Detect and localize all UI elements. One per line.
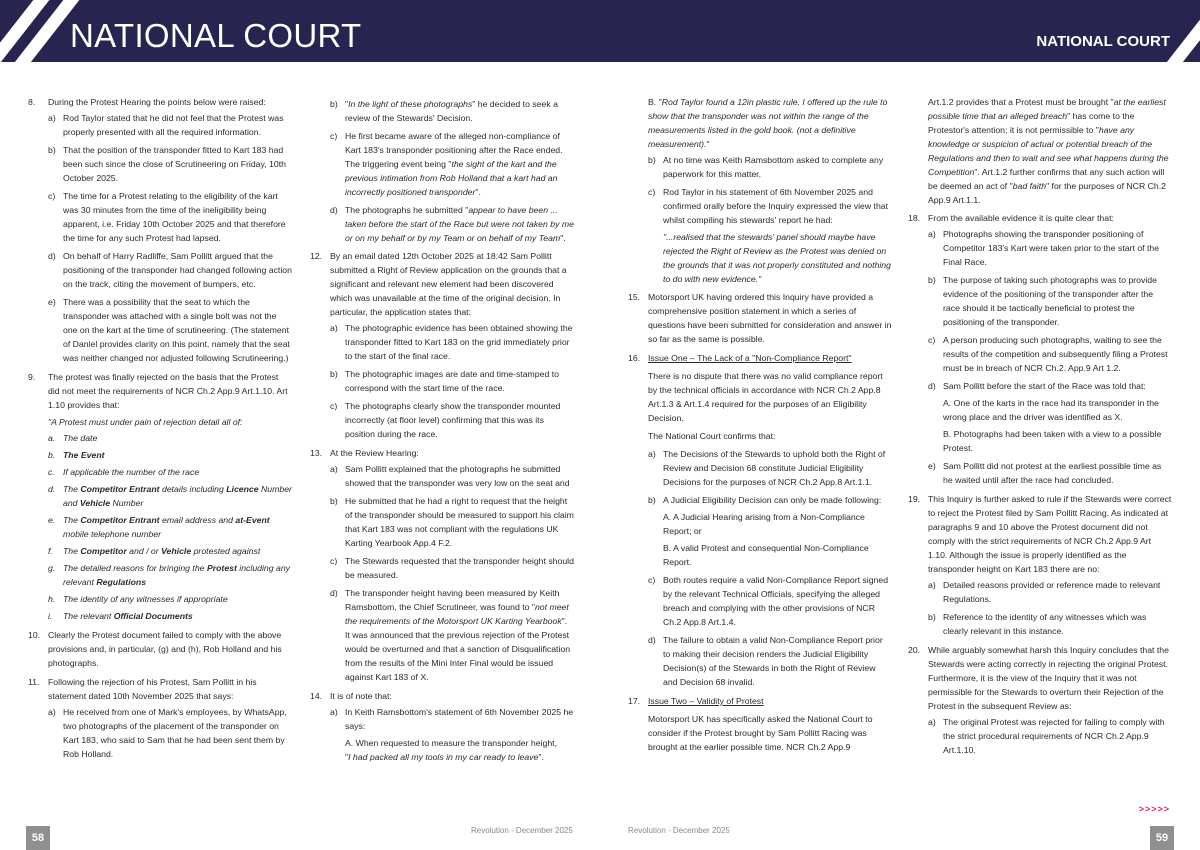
list-letter: a) — [48, 113, 56, 123]
text-run: The detailed reasons for bringing the — [63, 563, 205, 573]
list-item — [330, 203, 574, 245]
list-item — [330, 494, 574, 550]
list-letter: c) — [330, 131, 338, 141]
quote-text: "...realised that the stewards' panel should maybe have rejected the Right of Review as the Protest was denied on the grounds that it was not properly constituted and nothing to do with new evidence." — [663, 232, 891, 284]
list-letter: a) — [648, 449, 656, 459]
list-letter: f. — [48, 546, 53, 556]
text-run: " he decided to seek a review of the Stewards' Decision. — [345, 99, 558, 123]
list-item — [928, 333, 1172, 375]
list-letter: d) — [48, 251, 56, 261]
continue-arrows: >>>>> — [1138, 804, 1170, 814]
list-letter: c) — [48, 191, 56, 201]
paragraph-number: 9. — [28, 372, 36, 382]
list-item — [48, 143, 292, 185]
header-banner — [0, 0, 1200, 62]
list-letter: c. — [48, 467, 55, 477]
list-item — [48, 448, 292, 462]
paragraph-number: 16. — [628, 353, 641, 363]
text-run: Regulations — [96, 577, 147, 587]
text-run: " — [345, 752, 349, 762]
text-run: B. " — [648, 97, 662, 107]
text-run: ". — [538, 752, 544, 762]
paragraph-number: 18. — [908, 213, 921, 223]
paragraph-text: It is of note that: — [330, 691, 392, 701]
text-run: Official Documents — [113, 611, 193, 621]
text-run: ". — [560, 233, 566, 243]
section-heading: Issue Two – Validity of Protest — [648, 696, 764, 706]
paragraph-text: Following the rejection of his Protest, Sam Pollitt in his statement dated 10th November 2025 that says: — [48, 677, 257, 701]
sub-point-text: A. When requested to measure the transponder height, — [345, 738, 558, 748]
text-run: the sight of the kart and the previous intimation from Rob Holland that a kart had an incorrectly positioned transponder — [345, 159, 558, 197]
paragraph-number: 15. — [628, 292, 641, 302]
paragraph-13 — [310, 446, 574, 684]
list-letter: a) — [928, 229, 936, 239]
paragraph-number: 10. — [28, 630, 41, 640]
list-item — [48, 295, 292, 365]
page-number-right: 59 — [1150, 826, 1174, 850]
list-letter: c) — [928, 335, 936, 345]
list-text: Sam Pollitt before the start of the Race was told that: — [943, 381, 1146, 391]
list-text: The original Protest was rejected for failing to comply with the strict procedural requirements of NCR Ch.2 App.9 Art.1.10. — [943, 717, 1165, 755]
list-item — [330, 97, 574, 125]
list-letter: b) — [330, 369, 338, 379]
list-item — [330, 399, 574, 441]
text-run: The transponder height having been measured by Keith Ramsbottom, the Chief Scrutineer, was found to " — [345, 588, 560, 612]
text-run: bad faith — [1012, 181, 1047, 191]
paragraph-16 — [628, 351, 892, 689]
list-text: Detailed reasons provided or reference made to relevant Regulations. — [943, 580, 1161, 604]
paragraph-8 — [28, 95, 292, 365]
list-letter: b) — [330, 99, 338, 109]
text-run: The relevant — [63, 611, 112, 621]
list-item — [330, 586, 574, 684]
paragraph-text: By an email dated 12th October 2025 at 18:42 Sam Pollitt submitted a Right of Review application on the grounds that a significant and relevant new element had been discovered which was unavailable at the time of the original decision. In particular, the application states that: — [330, 251, 567, 317]
list-text: The failure to obtain a valid Non-Compliance Report prior to making their decision renders the Judicial Eligibility Decision(s) of the Stewards in both the Right of Review and Decision 68 invalid. — [663, 635, 883, 687]
list-text: The photographic evidence has been obtained showing the transponder fitted to Kart 183 on the grid immediately prior to the start of the final race. — [345, 323, 573, 361]
banner-stripe-right-1 — [1153, 0, 1200, 62]
list-letter: d) — [928, 381, 936, 391]
sub-point-text: B. A valid Protest and consequential Non-Compliance Report. — [663, 543, 869, 567]
paragraph-17-continued — [908, 95, 1172, 207]
paragraph-text: The National Court confirms that: — [648, 431, 776, 441]
list-text: The Decisions of the Stewards to uphold both the Right of Review and Decision 68 constitute Judicial Eligibility Decisions for the purposes of NCR Ch.2 App.8 Art.1.1. — [663, 449, 886, 487]
page-title-left: NATIONAL COURT — [70, 17, 362, 54]
text-run: Licence — [226, 484, 259, 494]
list-letter: a) — [928, 717, 936, 727]
text-run: " for the purposes of NCR Ch.2 App.9 Art.1.1. — [928, 181, 1166, 205]
list-item — [928, 459, 1172, 487]
list-text: There was a possibility that the seat to which the transponder was attached with a single bolt was not the one on the kart at the time of scrutineering. (The statement of Daniel provides clarity on this point, namely that the seat was neither changed nor adjusted following Scrutineering.) — [63, 297, 290, 363]
text-run: " — [706, 139, 710, 149]
list-item — [928, 379, 1172, 455]
text-column-1 — [28, 95, 292, 766]
text-run: including any relevant — [63, 563, 291, 587]
list-text: The identity of any witnesses if appropriate — [63, 594, 228, 604]
list-item — [648, 153, 892, 181]
list-item — [648, 185, 892, 286]
list-letter: a) — [330, 707, 338, 717]
list-text: Both routes require a valid Non-Compliance Report signed by the relevant Technical Officials, specifying the alleged breach and complying with the other provisions of NCR Ch.2 App.8 Art.1.4. — [663, 575, 889, 627]
list-item — [48, 189, 292, 245]
paragraph-15 — [628, 290, 892, 346]
text-run: Number — [112, 498, 144, 508]
list-item — [648, 493, 892, 569]
list-item — [48, 111, 292, 139]
list-letter: e) — [48, 297, 56, 307]
text-run: at-Event — [235, 515, 270, 525]
section-heading: Issue One – The Lack of a "Non-Compliance Report" — [648, 353, 852, 363]
list-letter: b) — [648, 155, 656, 165]
paragraph-number: 11. — [28, 677, 40, 687]
list-item — [48, 705, 292, 761]
paragraph-number: 20. — [908, 645, 921, 655]
paragraph-17 — [628, 694, 892, 754]
paragraph-18 — [908, 211, 1172, 487]
text-run: The — [63, 515, 78, 525]
list-item — [648, 447, 892, 489]
list-text: Photographs showing the transponder positioning of Competitor 183's Kart were taken prior to the start of the Final Race. — [943, 229, 1160, 267]
footer-right: Revolution - December 2025 — [628, 826, 730, 835]
list-text: At no time was Keith Ramsbottom asked to complete any paperwork for this matter. — [663, 155, 884, 179]
text-run: details including — [161, 484, 224, 494]
list-item — [928, 610, 1172, 638]
text-run: In the light of these photographs — [348, 99, 473, 109]
paragraph-20 — [908, 643, 1172, 757]
list-item — [330, 367, 574, 395]
list-item — [330, 129, 574, 199]
list-item — [48, 249, 292, 291]
list-letter: d) — [330, 588, 338, 598]
paragraph-text: The protest was finally rejected on the basis that the Protest did not meet the requirements of NCR Ch.2 App.9 Art.1.10. Art 1.10 provides that: — [48, 372, 288, 410]
text-run: and / or — [129, 546, 159, 556]
text-run: Number and — [63, 484, 292, 508]
list-letter: a) — [330, 323, 338, 333]
list-text: Reference to the identity of any witnesses which was clearly relevant in this instance. — [943, 612, 1147, 636]
text-run: The photographs he submitted " — [345, 205, 469, 215]
text-run: ". It was announced that the previous rejection of the Protest would be overturned and that a sanction of Disqualification from the results of the Mini Inter Final would be issued against Kart 183 of X. — [345, 616, 571, 682]
list-text: Sam Pollitt did not protest at the earliest possible time as he waited until after the race had concluded. — [943, 461, 1162, 485]
list-letter: a. — [48, 433, 56, 443]
list-text: The date — [63, 433, 98, 443]
text-run: appear to have been ... taken before the start of the Race but were not taken by me or on my behalf or by my Team or on behalf of my Team — [345, 205, 574, 243]
paragraph-19 — [908, 492, 1172, 638]
list-text: If applicable the number of the race — [63, 467, 200, 477]
quote-intro: "A Protest must under pain of rejection detail all of: — [48, 417, 243, 427]
text-column-3 — [628, 95, 892, 759]
list-text: Rod Taylor in his statement of 6th November 2025 and confirmed orally before the Inquiry expressed the view that whilst compiling his stewards' report he had: — [663, 187, 889, 225]
paragraph-text: Clearly the Protest document failed to comply with the above provisions and, in particular, (g) and (h), Rob Holland and his photographs. — [48, 630, 282, 668]
list-letter: b. — [48, 450, 56, 460]
text-run: Competitor — [80, 546, 127, 556]
paragraph-text: This Inquiry is further asked to rule if the Stewards were correct to reject the Protest filed by Sam Pollitt Racing. As indicated at paragraphs 9 and 10 above the Protest document did not comply with the strict requirements of NCR Ch.2 App.9 Art 1.10. Although the issue is properly identified as the transponder height on Kart 183 there are no: — [928, 494, 1172, 574]
list-letter: a) — [330, 464, 338, 474]
text-run: Rod Taylor found a 12in plastic rule. I offered up the rule to show that the transponder was not within the range of the measurements listed in the gold book. (not a definitive measurement). — [648, 97, 888, 149]
text-run: have any knowledge or suspicion of actual or potential breach of the Regulations and then to wait and see what happens during the Competition — [928, 125, 1169, 177]
paragraph-number: 19. — [908, 494, 921, 504]
list-letter: c) — [648, 575, 656, 585]
list-letter: g. — [48, 563, 56, 573]
text-run: mobile telephone number — [63, 529, 162, 539]
list-letter: e) — [928, 461, 936, 471]
paragraph-10 — [28, 628, 292, 670]
list-item — [48, 513, 292, 541]
text-run: Vehicle — [161, 546, 192, 556]
list-letter: i. — [48, 611, 53, 621]
paragraph-number: 14. — [310, 691, 323, 701]
paragraph-text: From the available evidence it is quite clear that: — [928, 213, 1114, 223]
list-item — [48, 609, 292, 623]
list-text: That the position of the transponder fitted to Kart 183 had been such since the close of Scrutineering on Friday, 10th October 2025. — [63, 145, 286, 183]
paragraph-14 — [310, 689, 574, 764]
text-run: The — [63, 546, 78, 556]
list-letter: a) — [48, 707, 56, 717]
paragraph-text: While arguably somewhat harsh this Inquiry concludes that the Stewards were acting correctly in rejecting the original Protest. Furthermore, it is the view of the Inquiry that it was not permissible for the Stewards to overturn their Rejection of the Protest in the subsequent Review as: — [928, 645, 1169, 711]
paragraph-11 — [28, 675, 292, 761]
text-run: Art.1.2 provides that a Protest must be brought " — [928, 97, 1114, 107]
list-text: He received from one of Mark's employees, by WhatsApp, two photographs of the placement of the transponder on Kart 183, who said to Sam that he had been sent them by Rob Holland. — [63, 707, 287, 759]
text-run: ". — [475, 187, 481, 197]
page-title-right: NATIONAL COURT — [1036, 33, 1170, 50]
list-item — [48, 465, 292, 479]
paragraph-11-continued — [310, 97, 574, 245]
list-text: The photographic images are date and time-stamped to correspond with the start time of the race. — [345, 369, 559, 393]
paragraph-text: During the Protest Hearing the points below were raised: — [48, 97, 266, 107]
paragraph-text: Motorsport UK has specifically asked the National Court to consider if the Protest brought by Sam Pollitt Racing was brought at the earlier possible time. NCR Ch.2 App.9 — [648, 714, 873, 752]
text-column-2 — [310, 95, 574, 769]
list-item — [928, 715, 1172, 757]
page-number-left: 58 — [26, 826, 50, 850]
list-text: In Keith Ramsbottom's statement of 6th November 2025 he says: — [345, 707, 574, 731]
list-letter: b) — [928, 275, 936, 285]
list-text: He submitted that he had a right to request that the height of the transponder should be measured to support his claim that Kart 183 was not compliant with the regulations UK Karting Yearbook App.4 F.2. — [345, 496, 574, 548]
list-item — [928, 578, 1172, 606]
text-run: " has come to the Protestor's attention; it is not permissible to " — [928, 111, 1135, 135]
list-text: A Judicial Eligibility Decision can only be made following: — [663, 495, 882, 505]
text-run: not meet the requirements of the Motorsport UK Karting Yearbook — [345, 602, 569, 626]
paragraph-9 — [28, 370, 292, 623]
list-item — [330, 462, 574, 490]
text-run: at the earliest possible time that an alleged breach — [928, 97, 1166, 121]
list-letter: b) — [648, 495, 656, 505]
list-item — [928, 273, 1172, 329]
list-item — [48, 592, 292, 606]
text-run: The — [63, 484, 78, 494]
list-text: The time for a Protest relating to the eligibility of the kart was 30 minutes from the time of the ineligibility being apparent, i.e. Friday 10th October 2025 and that therefore the time for any such Protest had lapsed. — [63, 191, 286, 243]
paragraph-12 — [310, 249, 574, 441]
list-item — [48, 482, 292, 510]
text-run: protested against — [193, 546, 261, 556]
list-item — [48, 544, 292, 558]
list-item — [330, 321, 574, 363]
list-text: The Stewards requested that the transponder height should be measured. — [345, 556, 574, 580]
list-item — [648, 573, 892, 629]
list-text: The Event — [63, 450, 105, 460]
text-run: He first became aware of the alleged non-compliance of Kart 183's transponder positioning after the Race ended. The triggering event being " — [345, 131, 563, 169]
list-letter: b) — [928, 612, 936, 622]
text-run: Vehicle — [79, 498, 111, 508]
paragraph-number: 12. — [310, 251, 323, 261]
sub-point-text: B. Photographs had been taken with a view to a possible Protest. — [943, 429, 1162, 453]
list-text: A person producing such photographs, waiting to see the results of the competition and subsequently filing a Protest must be in breach of NCR Ch.2. App.9 Art 1.2. — [943, 335, 1168, 373]
text-column-4 — [908, 95, 1172, 762]
paragraph-number: 17. — [628, 696, 641, 706]
list-item — [48, 561, 292, 589]
list-letter: e. — [48, 515, 56, 525]
list-letter: h. — [48, 594, 56, 604]
list-item — [928, 227, 1172, 269]
list-item — [48, 431, 292, 445]
list-letter: d) — [648, 635, 656, 645]
footer-left: Revolution - December 2025 — [471, 826, 573, 835]
text-run: email address and — [161, 515, 233, 525]
list-letter: c) — [648, 187, 656, 197]
list-item — [330, 705, 574, 764]
list-text: The photographs clearly show the transponder mounted incorrectly (at floor level) confirming that this was its position during the race. — [345, 401, 561, 439]
text-run: Protest — [206, 563, 237, 573]
list-letter: d. — [48, 484, 56, 494]
list-text: Rod Taylor stated that he did not feel that the Protest was properly presented with all the required information. — [63, 113, 284, 137]
sub-point-text: A. One of the karts in the race had its transponder in the wrong place and the driver was identified as X. — [943, 398, 1159, 422]
protest-requirements-list — [48, 431, 292, 623]
list-letter: d) — [330, 205, 338, 215]
paragraph-14-continued — [628, 95, 892, 286]
paragraph-text: There is no dispute that there was no valid compliance report by the technical officials in accordance with NCR Ch.2 App.8 Art.1.3 & Art.1.4 required for the purposes of an Eligibility Decision. — [648, 371, 883, 423]
list-text: The purpose of taking such photographs was to provide evidence of the positioning of the transponder after the race should it be tactically beneficial to protest the positioning of the transponder. — [943, 275, 1157, 327]
list-letter: c) — [330, 401, 338, 411]
list-letter: c) — [330, 556, 338, 566]
text-run: Competitor Entrant — [80, 484, 160, 494]
text-run: " — [345, 99, 349, 109]
list-text: On behalf of Harry Radliffe, Sam Pollitt argued that the positioning of the transponder had changed following action on the track, citing the movement of bumpers, etc. — [63, 251, 292, 289]
text-run: Competitor Entrant — [80, 515, 160, 525]
sub-point-text: A. A Judicial Hearing arising from a Non-Compliance Report; or — [663, 512, 865, 536]
text-run: ". Art.1.2 further confirms that any such action will be deemed an act of " — [928, 167, 1165, 191]
list-item — [648, 633, 892, 689]
paragraph-number: 13. — [310, 448, 323, 458]
list-letter: b) — [330, 496, 338, 506]
list-item — [330, 554, 574, 582]
paragraph-text: At the Review Hearing: — [330, 448, 419, 458]
paragraph-text: Motorsport UK having ordered this Inquiry have provided a comprehensive position statement in which a series of questions have been submitted for consideration and answer in so far as the same is possible. — [648, 292, 892, 344]
list-text: Sam Pollitt explained that the photographs he submitted showed that the transponder was very low on the seat and — [345, 464, 570, 488]
text-run: I had packed all my tools in my car ready to leave — [348, 752, 539, 762]
list-letter: b) — [48, 145, 56, 155]
list-letter: a) — [928, 580, 936, 590]
paragraph-number: 8. — [28, 97, 36, 107]
